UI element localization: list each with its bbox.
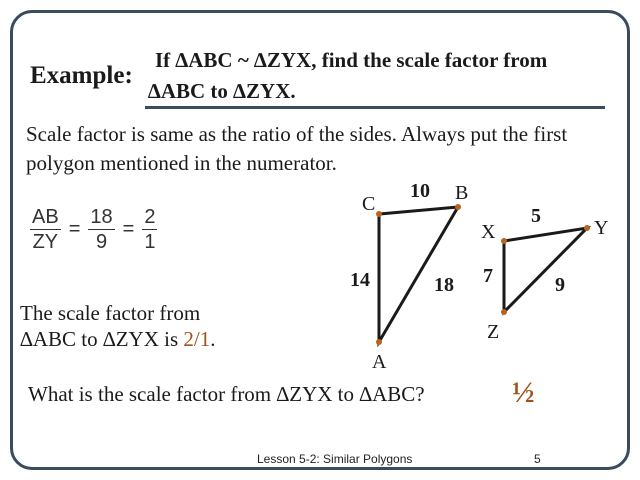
footer-lesson-title: Lesson 5-2: Similar Polygons [257, 452, 413, 466]
vertex-a-label: A [372, 351, 387, 373]
vertex-c-label: C [362, 193, 376, 215]
vertex-a-dot [376, 339, 382, 345]
vertex-y-dot [584, 225, 590, 231]
footer-page-number: 5 [534, 452, 541, 466]
equals-sign: = [122, 218, 135, 240]
vertex-x-label: X [481, 221, 496, 243]
vertex-c-dot [376, 211, 382, 217]
side-ab-length: 18 [434, 274, 454, 296]
vertex-z-dot [501, 309, 507, 315]
conclusion-text [20, 300, 215, 352]
equals-sign: = [68, 218, 81, 240]
fraction-numerator: 2 [144, 206, 156, 228]
problem-title-line-1: If ∆ABC ~ ∆ZYX, find the scale factor from [155, 48, 548, 72]
side-ca-length: 14 [350, 269, 370, 291]
side-yz-length: 9 [555, 274, 565, 296]
fraction-denominator: ZY [32, 231, 59, 253]
follow-up-question: What is the scale factor from ∆ZYX to ∆ABC? [28, 382, 425, 406]
fraction-denominator: 1 [144, 231, 156, 253]
example-label: Example: [30, 62, 133, 89]
vertex-b-dot [455, 204, 461, 210]
vertex-b-label: B [455, 182, 469, 204]
conclusion-period: . [210, 327, 216, 351]
vertex-y-label: Y [594, 217, 609, 239]
explanation-text: Scale factor is same as the ratio of the sides. Always put the first polygon mentioned in the numerator. [26, 122, 568, 175]
triangle-zyx [504, 228, 587, 312]
answer-value: ½ [512, 376, 535, 409]
fraction-denominator: 9 [95, 231, 108, 253]
side-cb-length: 10 [410, 180, 430, 202]
problem-title-line-2: ∆ABC to ∆ZYX. [148, 79, 296, 103]
side-xy-length: 5 [531, 205, 541, 227]
conclusion-line-2 [20, 326, 215, 352]
conclusion-line-2-text: ∆ABC to ∆ZYX is [20, 327, 184, 351]
fraction-numerator: AB [32, 206, 59, 228]
vertex-z-label: Z [487, 321, 500, 343]
conclusion-line-1: The scale factor from [20, 301, 201, 325]
scale-factor-value: 2/1 [183, 327, 211, 351]
side-xz-length: 7 [483, 265, 493, 287]
vertex-x-dot [501, 238, 507, 244]
fraction-numerator: 18 [90, 206, 113, 228]
